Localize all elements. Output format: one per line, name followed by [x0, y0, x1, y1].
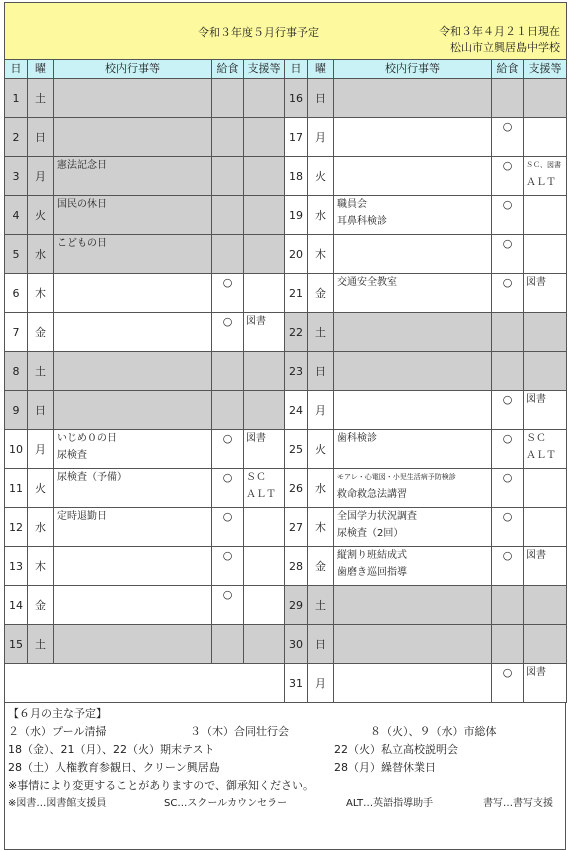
- events: [54, 391, 212, 430]
- legend-item: SC…スクールカウンセラー: [164, 798, 288, 809]
- events-line1: モアレ・心電図・小児生活病予防検診: [337, 473, 456, 481]
- support: [244, 274, 285, 313]
- lunch-mark: [212, 625, 244, 664]
- day-number: 7: [5, 313, 28, 352]
- events: [334, 547, 492, 586]
- support: [244, 313, 285, 352]
- weekday: 金: [28, 313, 54, 352]
- day-number: 26: [285, 469, 308, 508]
- day-number: 27: [285, 508, 308, 547]
- events: [54, 430, 212, 469]
- events: [54, 586, 212, 625]
- schedule-row: [5, 664, 567, 703]
- events-line1: 交通安全教室: [337, 277, 397, 288]
- support: [244, 547, 285, 586]
- events: [334, 313, 492, 352]
- lunch-mark: ○: [212, 313, 244, 352]
- day-number: 16: [285, 79, 308, 118]
- note-item: ２（水）プール清掃: [8, 725, 107, 738]
- support-line2: ＡＬＴ: [246, 489, 276, 500]
- support: [524, 664, 567, 703]
- support: [244, 235, 285, 274]
- day-number: 15: [5, 625, 28, 664]
- lunch-mark: ○: [492, 118, 524, 157]
- support: [524, 469, 567, 508]
- schedule-row: [5, 547, 567, 586]
- schedule-row: [5, 508, 567, 547]
- support: [244, 196, 285, 235]
- day-number: 24: [285, 391, 308, 430]
- support-line1: 図書: [526, 550, 546, 561]
- lunch-mark: ○: [212, 586, 244, 625]
- weekday: 火: [28, 469, 54, 508]
- support-line2: ＡＬＴ: [526, 177, 556, 188]
- weekday: 火: [308, 157, 334, 196]
- events: [334, 664, 492, 703]
- day-number: 22: [285, 313, 308, 352]
- events-line1: いじめ０の日: [57, 433, 117, 444]
- events-line1: 職員会: [337, 199, 367, 210]
- note-disclaimer: ※事情により変更することがありますので、御承知ください。: [8, 779, 314, 792]
- weekday: 日: [308, 79, 334, 118]
- note-item: 18（金）、21（月）、22（火）期末テスト: [8, 743, 215, 756]
- lunch-mark: ○: [492, 391, 524, 430]
- day-number: 18: [285, 157, 308, 196]
- events: [334, 274, 492, 313]
- col-support: 支援等: [244, 60, 285, 79]
- col-events: 校内行事等: [54, 60, 212, 79]
- schedule-sheet: [4, 2, 566, 835]
- events: [334, 625, 492, 664]
- events-line1: 歯科検診: [337, 433, 377, 444]
- support: [524, 118, 567, 157]
- schedule-row: [5, 79, 567, 118]
- note-item: 28（土）人権教育参観日、クリーン興居島: [8, 761, 220, 774]
- lunch-mark: [212, 235, 244, 274]
- events: [334, 79, 492, 118]
- day-number: 5: [5, 235, 28, 274]
- lunch-mark: [212, 118, 244, 157]
- events: [54, 625, 212, 664]
- support: [524, 391, 567, 430]
- day-number: 21: [285, 274, 308, 313]
- schedule-row: [5, 157, 567, 196]
- schedule-table: [4, 2, 567, 703]
- lunch-mark: ○: [212, 508, 244, 547]
- support: [244, 430, 285, 469]
- support: [244, 157, 285, 196]
- lunch-mark: ○: [492, 196, 524, 235]
- events-line2: 尿検査: [57, 450, 87, 461]
- day-number: 12: [5, 508, 28, 547]
- support: [524, 157, 567, 196]
- header-row: [5, 60, 567, 79]
- day-number: 14: [5, 586, 28, 625]
- day-number: 9: [5, 391, 28, 430]
- weekday: 木: [308, 235, 334, 274]
- legend-item: ※図書…図書館支援員: [8, 798, 107, 809]
- weekday: 月: [28, 430, 54, 469]
- events: [334, 586, 492, 625]
- lunch-mark: [212, 352, 244, 391]
- note-item: 28（月）繰替休業日: [334, 761, 436, 774]
- lunch-mark: [212, 157, 244, 196]
- events-line2: 救命救急法講習: [337, 489, 407, 500]
- events-line1: 憲法記念日: [57, 160, 107, 171]
- events: [334, 196, 492, 235]
- weekday: 土: [28, 79, 54, 118]
- support: [244, 508, 285, 547]
- col-support: 支援等: [524, 60, 567, 79]
- support-line1: 図書: [526, 394, 546, 405]
- events: [334, 157, 492, 196]
- lunch-mark: ○: [492, 547, 524, 586]
- events: [334, 508, 492, 547]
- lunch-mark: ○: [212, 547, 244, 586]
- schedule-row: [5, 469, 567, 508]
- legend-item: 書写…書写支援: [483, 798, 553, 809]
- col-lunch: 給食: [212, 60, 244, 79]
- day-number: 8: [5, 352, 28, 391]
- events: [54, 274, 212, 313]
- note-item: ３（木）合同壮行会: [190, 725, 289, 738]
- events: [334, 469, 492, 508]
- support: [524, 508, 567, 547]
- note-item: 22（火）私立高校説明会: [334, 743, 458, 756]
- col-weekday: 曜: [308, 60, 334, 79]
- lunch-mark: ○: [492, 235, 524, 274]
- events: [334, 235, 492, 274]
- day-number: 13: [5, 547, 28, 586]
- schedule-row: [5, 274, 567, 313]
- weekday: 金: [308, 547, 334, 586]
- note-item: ８（火）、９（水）市総体: [370, 725, 497, 738]
- day-number: 2: [5, 118, 28, 157]
- events-line1: こどもの日: [57, 238, 107, 249]
- support: [244, 625, 285, 664]
- weekday: 月: [28, 157, 54, 196]
- events-line2: 歯磨き巡回指導: [337, 567, 407, 578]
- support: [524, 430, 567, 469]
- events: [54, 118, 212, 157]
- weekday: 月: [308, 391, 334, 430]
- day-number: 3: [5, 157, 28, 196]
- events: [54, 469, 212, 508]
- support: [244, 391, 285, 430]
- support: [524, 352, 567, 391]
- lunch-mark: [492, 313, 524, 352]
- support: [524, 235, 567, 274]
- legend-item: ALT…英語指導助手: [346, 798, 434, 809]
- lunch-mark: [492, 586, 524, 625]
- schedule-row: [5, 352, 567, 391]
- schedule-row: [5, 586, 567, 625]
- support-line2: ＡＬＴ: [526, 450, 556, 461]
- page-title: 令和３年度５月行事予定: [198, 26, 319, 39]
- day-number: 1: [5, 79, 28, 118]
- day-number: 25: [285, 430, 308, 469]
- support: [524, 196, 567, 235]
- day-number: 30: [285, 625, 308, 664]
- events: [334, 430, 492, 469]
- day-number: 4: [5, 196, 28, 235]
- support-line1: ＳＣ、図書: [526, 161, 561, 169]
- weekday: 金: [308, 274, 334, 313]
- day-number: 11: [5, 469, 28, 508]
- col-events: 校内行事等: [334, 60, 492, 79]
- lunch-mark: ○: [492, 664, 524, 703]
- weekday: 木: [308, 508, 334, 547]
- support: [244, 352, 285, 391]
- lunch-mark: ○: [492, 469, 524, 508]
- weekday: 土: [308, 586, 334, 625]
- notes-heading: 【６月の主な予定】: [8, 707, 107, 720]
- weekday: 月: [308, 118, 334, 157]
- day-number: 17: [285, 118, 308, 157]
- events: [334, 391, 492, 430]
- support-line1: 図書: [246, 316, 266, 327]
- lunch-mark: ○: [492, 430, 524, 469]
- events: [54, 79, 212, 118]
- weekday: 日: [28, 118, 54, 157]
- notes-section: [4, 703, 566, 850]
- weekday: 日: [308, 625, 334, 664]
- weekday: 土: [28, 625, 54, 664]
- lunch-mark: ○: [212, 469, 244, 508]
- weekday: 火: [308, 430, 334, 469]
- empty-cell: [5, 664, 285, 703]
- schedule-row: [5, 391, 567, 430]
- events-line1: 尿検査（予備）: [57, 472, 127, 483]
- weekday: 木: [28, 274, 54, 313]
- events: [54, 547, 212, 586]
- events: [334, 118, 492, 157]
- lunch-mark: [492, 79, 524, 118]
- support: [244, 469, 285, 508]
- col-weekday: 曜: [28, 60, 54, 79]
- lunch-mark: [212, 391, 244, 430]
- lunch-mark: [212, 79, 244, 118]
- support-line1: 図書: [526, 277, 546, 288]
- support: [524, 313, 567, 352]
- events: [54, 196, 212, 235]
- schedule-row: [5, 118, 567, 157]
- schedule-row: [5, 235, 567, 274]
- as-of-date: [439, 24, 560, 56]
- lunch-mark: ○: [212, 430, 244, 469]
- schedule-row: [5, 313, 567, 352]
- schedule-row: [5, 625, 567, 664]
- support-line1: 図書: [526, 667, 546, 678]
- weekday: 水: [308, 469, 334, 508]
- weekday: 月: [308, 664, 334, 703]
- day-number: 31: [285, 664, 308, 703]
- col-day: 日: [285, 60, 308, 79]
- support-line1: 図書: [246, 433, 266, 444]
- day-number: 19: [285, 196, 308, 235]
- weekday: 火: [28, 196, 54, 235]
- support-line1: ＳＣ: [526, 433, 546, 444]
- day-number: 29: [285, 586, 308, 625]
- as-of-text: 令和３年４月２１日現在: [439, 25, 560, 38]
- col-day: 日: [5, 60, 28, 79]
- events-line2: 尿検査（2回）: [337, 528, 404, 539]
- lunch-mark: ○: [492, 157, 524, 196]
- events-line2: 耳鼻科検診: [337, 216, 387, 227]
- weekday: 土: [308, 313, 334, 352]
- support: [524, 547, 567, 586]
- support-line1: ＳＣ: [246, 472, 266, 483]
- support: [244, 586, 285, 625]
- lunch-mark: ○: [492, 508, 524, 547]
- weekday: 土: [28, 352, 54, 391]
- weekday: 日: [308, 352, 334, 391]
- lunch-mark: [492, 625, 524, 664]
- support: [244, 79, 285, 118]
- weekday: 木: [28, 547, 54, 586]
- day-number: 28: [285, 547, 308, 586]
- col-lunch: 給食: [492, 60, 524, 79]
- events: [334, 352, 492, 391]
- events: [54, 157, 212, 196]
- lunch-mark: [492, 352, 524, 391]
- day-number: 20: [285, 235, 308, 274]
- events: [54, 352, 212, 391]
- support: [524, 274, 567, 313]
- weekday: 金: [28, 586, 54, 625]
- lunch-mark: [212, 196, 244, 235]
- events-line1: 国民の休日: [57, 199, 107, 210]
- lunch-mark: ○: [212, 274, 244, 313]
- events: [54, 313, 212, 352]
- weekday: 水: [308, 196, 334, 235]
- support: [524, 586, 567, 625]
- support: [524, 79, 567, 118]
- events-line1: 縦割り班結成式: [337, 550, 407, 561]
- events-line1: 全国学力状況調査: [337, 511, 417, 522]
- support: [524, 625, 567, 664]
- day-number: 10: [5, 430, 28, 469]
- events: [54, 235, 212, 274]
- weekday: 水: [28, 508, 54, 547]
- support: [244, 118, 285, 157]
- schedule-row: [5, 196, 567, 235]
- events: [54, 508, 212, 547]
- school-name: 松山市立興居島中学校: [450, 41, 560, 54]
- day-number: 6: [5, 274, 28, 313]
- weekday: 日: [28, 391, 54, 430]
- weekday: 水: [28, 235, 54, 274]
- day-number: 23: [285, 352, 308, 391]
- schedule-row: [5, 430, 567, 469]
- events-line1: 定時退勤日: [57, 511, 107, 522]
- lunch-mark: ○: [492, 274, 524, 313]
